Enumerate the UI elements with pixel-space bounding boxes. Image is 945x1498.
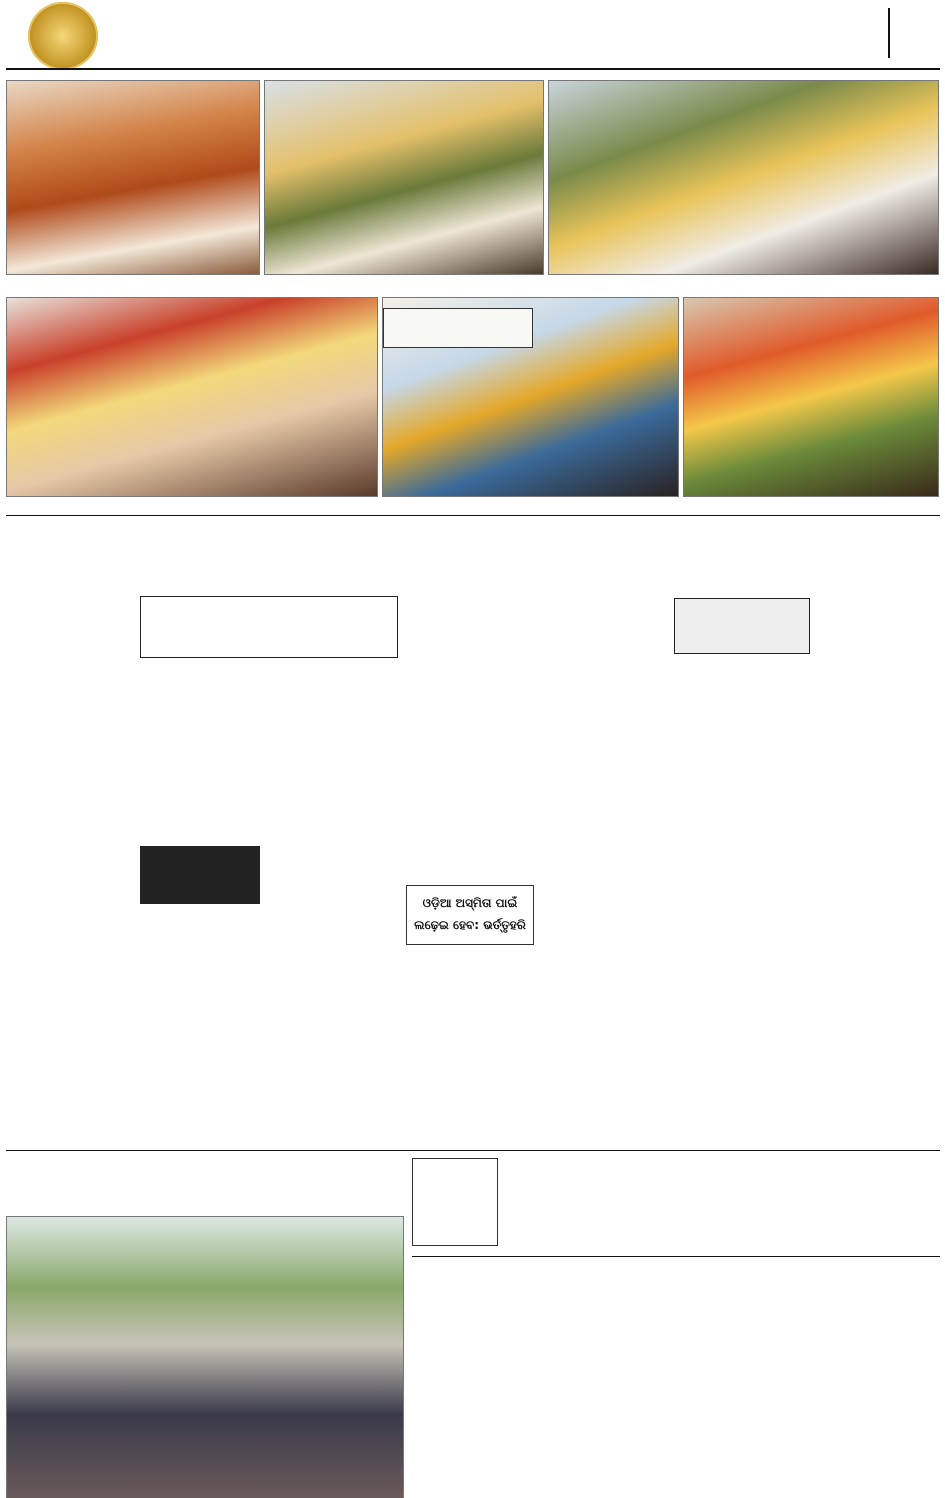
candidate-assets-box-text — [675, 599, 809, 605]
story2-body — [406, 611, 534, 883]
photo-sofia-firdous — [6, 297, 378, 497]
photo-nomination-1 — [6, 80, 260, 275]
story1-body — [14, 611, 132, 1147]
procession-subbox — [140, 846, 260, 904]
procession-body — [266, 846, 398, 1146]
photo-nomination-3 — [548, 80, 939, 275]
photo-illegal-parking — [6, 1216, 404, 1498]
office-sign — [383, 308, 533, 348]
showcase-subbox-text — [141, 597, 397, 605]
masthead — [0, 0, 945, 72]
middle-rule — [6, 1150, 940, 1151]
story4-quote-box — [412, 1158, 498, 1246]
showcase-subbox — [140, 596, 398, 658]
top-photos-rule — [6, 515, 940, 516]
story4-rule — [412, 1256, 940, 1257]
odia-pride-body — [406, 950, 534, 1146]
dateline — [108, 14, 308, 18]
odia-pride-subbox-text: ଓଡ଼ିଆ ଅସ୍ମିତା ପାଇଁ ଲଢ଼େଇ ହେବ: ଭର୍ତ୍ତୃହରି — [414, 896, 526, 932]
story4-quote — [413, 1159, 497, 1171]
candidate-assets-box — [674, 598, 810, 654]
odia-pride-subbox — [406, 885, 534, 945]
story4-body — [506, 1172, 940, 1252]
story2-col4 — [816, 584, 940, 1146]
photo-prakash-sethi — [683, 297, 939, 497]
photo-nomination-2 — [264, 80, 544, 275]
office-sign-title — [384, 309, 532, 313]
photo-prashant-behera — [382, 297, 679, 497]
story2-col2 — [540, 611, 668, 1146]
masthead-rule — [6, 68, 940, 70]
procession-body-lower — [140, 910, 260, 1146]
logo — [28, 2, 98, 70]
showcase-body — [140, 664, 398, 836]
section-divider — [888, 8, 890, 58]
procession-subbox-text — [140, 846, 260, 854]
story2-col3 — [674, 660, 810, 1146]
